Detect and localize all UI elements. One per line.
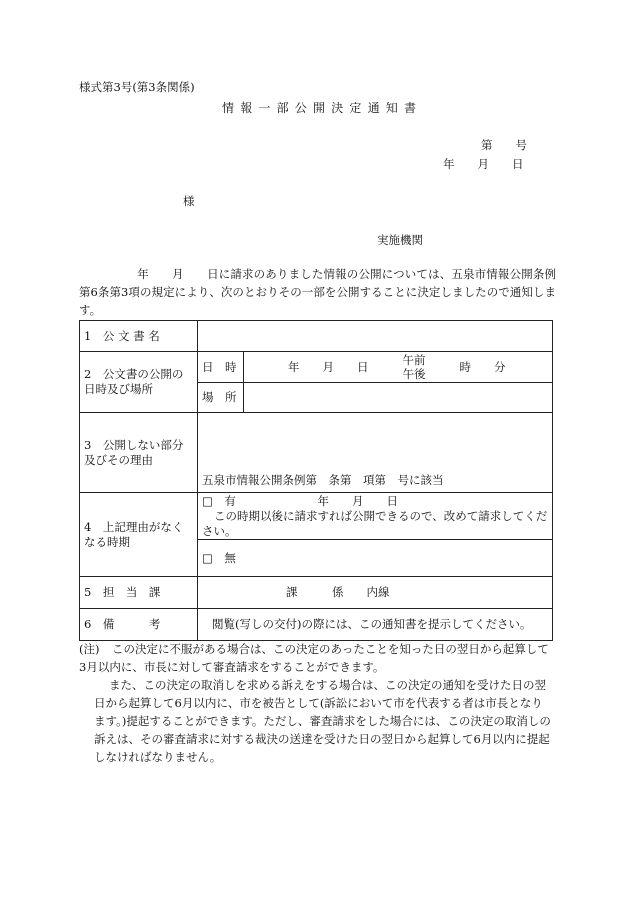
am-label: 午前 [402, 353, 426, 367]
label-responsible-section: 5 担 当 課 [80, 577, 198, 609]
datetime-date: 年 月 日 [288, 359, 369, 374]
label-undisclosed-part: 3 公開しない部分及びその理由 [80, 413, 198, 493]
value-document-name [198, 321, 553, 352]
addressee: 様 [183, 194, 195, 208]
value-remarks: 閲覧(写しの交付)の際には、この通知書を提示してください。 [198, 609, 553, 641]
note-first [79, 640, 553, 676]
document-date: 年 月 日 [443, 157, 524, 171]
intro-paragraph: 年 月 日に請求のありました情報の公開については、五泉市情報公開条例第6条第3項の規定により、次のとおりその一部を公開することに決定しましたので通知します。 [79, 267, 556, 317]
row-document-name [80, 321, 553, 352]
row-responsible-section [80, 577, 553, 609]
row-undisclosed-part [80, 413, 553, 493]
decision-form-table [79, 320, 553, 641]
label-disclosure-datetime-place: 2 公文書の公開の日時及び場所 [80, 352, 198, 413]
datetime-time: 時 分 [459, 359, 506, 374]
document-title: 情報一部公開決定通知書 [222, 101, 423, 115]
label-datetime: 日 時 [198, 352, 244, 383]
value-responsible-section: 課 係 内線 [198, 577, 553, 609]
checkbox-yes: □ 有 [202, 494, 236, 508]
note-head: (注) [79, 642, 100, 656]
row-reason-end-yes [80, 493, 553, 540]
document-number: 第 号 [481, 138, 527, 152]
implementing-agency: 実施機関 [377, 233, 423, 247]
value-datetime [244, 352, 553, 383]
note-second: また、この決定の取消しを求める訴えをする場合は、この決定の通知を受けた日の翌日から起算して6月以内に、市を被告として(訴訟において市を代表する者は市長となります。)提起することができます。ただし、審査請求をした場合には、この決定の取消しの訴えは、その審査請求に対する裁決の送達を受けた日の翌日から起算して6月以内に提起しなければなりません。 [94, 678, 551, 764]
row-remarks [80, 609, 553, 641]
notes-section [79, 640, 553, 766]
value-undisclosed-part [198, 413, 553, 493]
label-place: 場 所 [198, 383, 244, 413]
checkbox-no: □ 無 [202, 550, 236, 565]
label-document-name: 1 公 文 書 名 [80, 321, 198, 352]
am-pm-selector [403, 353, 426, 381]
label-remarks: 6 備 考 [80, 609, 198, 641]
row-disclosure-datetime [80, 352, 553, 383]
form-number-label: 様式第3号(第3条関係) [79, 80, 195, 94]
value-reason-end-yes [198, 493, 553, 540]
label-reason-end: 4 上記理由がなくなる時期 [80, 493, 198, 577]
value-reason-end-no [198, 540, 553, 577]
reason-end-date: 年 月 日 [317, 494, 399, 508]
ordinance-basis: 五泉市情報公開条例第 条第 項第 号に該当 [202, 473, 444, 487]
note-first-text: この決定に不服がある場合は、この決定のあったことを知った日の翌日から起算して3月以内に、市長に対して審査請求をすることができます。 [79, 642, 549, 674]
reason-end-note: この時期以後に請求すれば公開できるので、改めて請求してください。 [202, 509, 548, 538]
value-place [244, 383, 553, 413]
pm-label: 午後 [402, 367, 426, 381]
